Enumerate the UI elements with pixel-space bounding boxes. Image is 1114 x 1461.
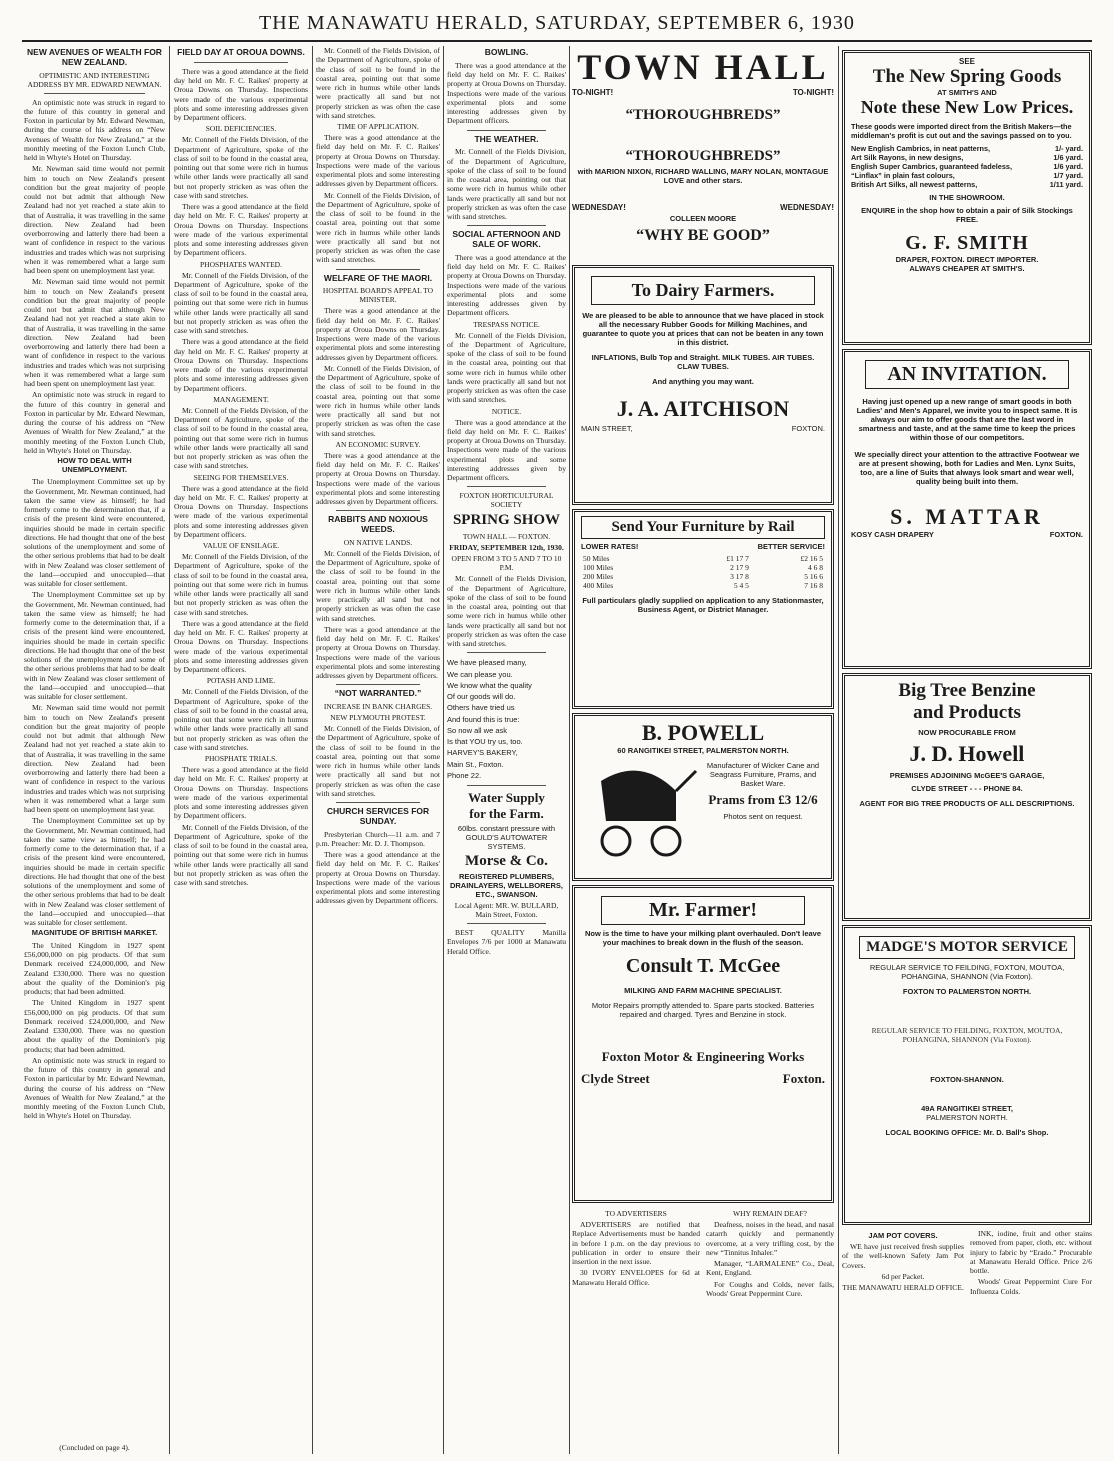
paragraph: There was a good attendance at the field day held on Mr. F. C. Raikes' property at Oroua Downs on Thursday. Inspections were made of the various experimental plots and some interesting addresses given by Department officers. xyxy=(316,850,440,906)
see-label: SEE xyxy=(958,57,975,66)
aitchison-street: MAIN STREET, xyxy=(581,424,633,433)
paragraph: Mr. Connell of the Fields Division, of the Department of Agriculture, spoke of the class of soil to be found in the coastal area, pointing out that some were rich in humus while other lands were practically all sand but not properly stricken as was often the case with sand stretches. xyxy=(174,135,308,200)
price-list-item xyxy=(851,144,1083,153)
thoroughbreds-title: “THOROUGHBREDS” xyxy=(625,107,781,123)
paragraph: The United Kingdom in 1927 spent £56,000,000 on pig products. Of that sum Denmark received £24,000,000, and New Zealand £330,000. There was no question about the quality of the Dominion's pig products; that had been admitted. xyxy=(24,940,165,997)
ads-column-middle xyxy=(572,46,834,1454)
paragraph: There was a good attendance at the field day held on Mr. F. C. Raikes' property at Oroua Downs on Thursday. Inspections were made of the various experimental plots and some interesting addresses given by Department officers. xyxy=(174,765,308,821)
column-divider xyxy=(443,46,444,1454)
item-price: 1/6 yard. xyxy=(1053,153,1083,162)
divider xyxy=(467,130,546,131)
paragraph: Mr. Connell of the Fields Division, of the Department of Agriculture, spoke of the class of soil to be found in the coastal area, pointing out that some were rich in humus while other lands were practically all sand but not properly stricken as was often the case with sand stretches. xyxy=(316,724,440,798)
jam-price: 6d per Packet. xyxy=(881,1271,925,1281)
powell-text: Manufacturer of Wicker Cane and Seagrass Furniture, Prams, and Basket Ware. xyxy=(706,761,820,788)
photos-note: Photos sent on request. xyxy=(723,812,803,821)
item-name: “Linflax” in plain fast colours, xyxy=(851,171,955,180)
subheadline: OPTIMISTIC AND INTERESTING ADDRESS BY MR. EDWARD NEWMAN. xyxy=(27,70,162,89)
paragraph: There was a good attendance at the field day held on Mr. F. C. Raikes' property at Oroua Downs on Thursday. Inspections were made of the various experimental plots and some interesting addresses given by Department officers. xyxy=(174,483,308,539)
booking-office: LOCAL BOOKING OFFICE: Mr. D. Ball's Shop. xyxy=(885,1127,1049,1137)
rail-ad xyxy=(572,509,834,709)
wednesday-label: WEDNESDAY! xyxy=(572,203,626,212)
paragraph: Mr. Connell of the Fields Division, of the Department of Agriculture, spoke of the class of soil to be found in the coastal area, pointing out that some were rich in humus while other lands were practically all sand but not properly stricken as was often the case with sand stretches. xyxy=(316,548,440,623)
draper-line: DRAPER, FOXTON. DIRECT IMPORTER. xyxy=(895,255,1039,264)
column-three xyxy=(316,46,440,1454)
to-advertisers-heading: TO ADVERTISERS xyxy=(605,1209,667,1218)
kosy-drapery: KOSY CASH DRAPERY xyxy=(851,530,934,539)
palmerston-north: PALMERSTON NORTH. xyxy=(926,1112,1008,1122)
farmer-text: Now is the time to have your milking plant overhauled. Don't leave your machines to break down in the flush of the season. xyxy=(585,929,821,947)
paragraph: Mr. Connell of the Fields Division, of the Department of Agriculture, spoke of the class of soil to be found in the coastal area, pointing out that some were rich in humus while other lands were practically all sand but not properly stricken as was often the case with sand stretches. xyxy=(174,687,308,752)
headline: THE WEATHER. xyxy=(474,133,539,144)
bakery-line: And found this is true: xyxy=(447,714,520,724)
paragraph: Mr. Connell of the Fields Division, of the Department of Agriculture, spoke of the class of soil to be found in the coastal area, pointing out that some were rich in humus while other lands were practically all sand but not properly stricken as was often the case with sand stretches. xyxy=(316,46,440,120)
water-supply-sub: 60lbs. constant pressure with GOULD'S AUTOWATER SYSTEMS. xyxy=(457,824,556,852)
big-tree-title: Big Tree Benzine xyxy=(898,680,1036,701)
rate-cell: £1 17 7 xyxy=(726,554,749,563)
item-price: 1/- yard. xyxy=(1055,144,1083,153)
rate-cell: £2 16 5 xyxy=(800,554,823,563)
masthead: THE MANAWATU HERALD, SATURDAY, SEPTEMBER 6, 1930 xyxy=(259,12,855,34)
item-price: 1/6 yard. xyxy=(1053,162,1083,171)
water-supply-title: Water Supply xyxy=(468,790,545,806)
madge-motor-ad xyxy=(842,925,1092,1225)
foxton-motor: Foxton Motor & Engineering Works xyxy=(601,1049,805,1064)
cheaper-line: ALWAYS CHEAPER AT SMITH'S. xyxy=(909,264,1025,273)
price-list-item xyxy=(851,153,1083,162)
masthead-rule xyxy=(22,40,1092,42)
best-quality-ad: BEST QUALITY Manilla Envelopes 7/6 per 1000 at Manawatu Herald Office. xyxy=(447,928,566,956)
item-name: Art Silk Rayons, in new designs, xyxy=(851,153,964,162)
headline: CHURCH SERVICES FOR SUNDAY. xyxy=(326,806,430,826)
morse-title: Morse & Co. xyxy=(465,853,548,870)
spring-show-title: SPRING SHOW xyxy=(452,512,561,529)
foxton-town: Foxton. xyxy=(782,1071,825,1086)
item-name: New English Cambrics, in neat patterns, xyxy=(851,144,991,153)
bakery-line: We have pleased many, xyxy=(447,658,527,668)
howell-name: J. D. Howell xyxy=(909,741,1025,766)
wednesday-label-right: WEDNESDAY! xyxy=(780,203,834,212)
jam-pot-text: WE have just received fresh supplies of the well-known Safety Jam Pot Covers. xyxy=(842,1242,964,1270)
local-agent: Local Agent: MR. W. BULLARD, Main Street, Foxton. xyxy=(454,901,559,920)
rate-cell: 4 6 8 xyxy=(808,563,823,572)
invitation-text: Having just opened up a new range of smart goods in both Ladies' and Men's Apparel, we invite you to inspect same. It is always our aim to offer goods that are the last word in smartness and taste, and at the same time to keep the prices within those of our competitors. xyxy=(856,397,1078,442)
rate-cell: 3 17 8 xyxy=(730,572,749,581)
section-heading: SEEING FOR THEMSELVES. xyxy=(193,472,289,482)
paragraph: Mr. Newman said time would not permit him to touch on New Zealand's present condition but the great majority of people could not but admit that although New Zealand had not yet reached a state akin to that of Australia, it was travelling in the same direction. New Zealand had been overborrowing and latterly there had been a want of confidence in respect to the various industries and trades which was not surprising when it was remembered what a large sum had been spent on unemployment last year. xyxy=(24,164,165,276)
headline: BOWLING. xyxy=(484,47,529,57)
bakery-line: Others have tried us xyxy=(447,703,515,713)
lower-rates: LOWER RATES! xyxy=(581,542,639,551)
item-name: British Art Silks, all newest patterns, xyxy=(851,180,978,189)
price-list-item xyxy=(851,171,1083,180)
paragraph: Mr. Connell of the Fields Division, of the Department of Agriculture, spoke of the class of soil to be found in the coastal area, pointing out that some were rich in humus while other lands were practically all sand but not properly stricken as was often the case with sand stretches. xyxy=(316,190,440,265)
bakery-line: Main St., Foxton. xyxy=(447,759,504,769)
bakery-line: We can please you. xyxy=(447,669,513,679)
smith-intro: These goods were imported direct from the British Makers—the middleman's profit is cut out and the savings passed on to you. xyxy=(851,122,1072,140)
mattar-name: S. MATTAR xyxy=(890,504,1044,529)
paragraph: Mr. Connell of the Fields Division, of the Department of Agriculture, spoke of the class of soil to be found in the coastal area, pointing out that some were rich in humus while other lands were practically all sand but not properly stricken as was often the case with sand stretches. xyxy=(174,822,308,888)
coughs-ad: For Coughs and Colds, never fails, Woods' Great Peppermint Cure. xyxy=(706,1279,834,1298)
section-heading: VALUE OF ENSILAGE. xyxy=(202,541,280,551)
tonight-label-right: TO-NIGHT! xyxy=(792,88,834,97)
column-divider xyxy=(838,46,839,1454)
foxton-palmerston: FOXTON TO PALMERSTON NORTH. xyxy=(902,987,1032,996)
mcgee-sub: MILKING AND FARM MACHINE SPECIALIST. xyxy=(624,986,782,995)
rate-cell: 400 Miles xyxy=(583,581,614,590)
paragraph: There was a good attendance at the field day held on Mr. F. C. Raikes' property at Oroua Downs on Thursday. Inspections were made of the various experimental plots and some interesting addresses given by Department officers. xyxy=(174,66,308,123)
to-advertisers-text: ADVERTISERS are notified that Replace Advertisements must be handed in before 1 p.m. on the day previous to publication in order to ensure their insertion in the next issue. xyxy=(572,1220,700,1266)
dairy-title: To Dairy Farmers. xyxy=(591,276,815,305)
paragraph: There was a good attendance at the field day held on Mr. F. C. Raikes' property at Oroua Downs on Thursday. Inspections were made of the various experimental plots and some interesting addresses given by Department officers. xyxy=(447,252,566,318)
bakery-line: Of our goods will do. xyxy=(447,692,516,702)
rate-cell: 2 17 9 xyxy=(730,563,749,572)
thoroughbreds-title-2: “THOROUGHBREDS” xyxy=(625,148,781,164)
paragraph: Mr. Connell of the Fields Division, of the Department of Agriculture, spoke of the class of soil to be found in the coastal area, pointing out that some were rich in humus while other lands were practically all sand but not properly stricken as was often the case with sand stretches. xyxy=(447,574,566,649)
paragraph: Mr. Connell of the Fields Division, of the Department of Agriculture, spoke of the class of soil to be found in the coastal area, pointing out that some were rich in humus while other lands were practically all sand but not properly stricken as was often the case with sand stretches. xyxy=(174,552,308,617)
venue: TOWN HALL — FOXTON. xyxy=(462,532,551,542)
enquire-text: ENQUIRE in the shop how to obtain a pair of Silk Stockings FREE. xyxy=(861,206,1073,224)
foxton-shannon: FOXTON-SHANNON. xyxy=(930,1074,1004,1084)
deaf-text: Deafness, noises in the head, and nasal catarrh quickly and permanently overcome, at a very trifling cost, by the new “Tinnitus Inhaler.” xyxy=(706,1220,834,1257)
paragraph: Mr. Newman said time would not permit him to touch on New Zealand's present condition but the great majority of people could not but admit that although New Zealand had not yet reached a state akin to that of Australia, it was travelling in the same direction. New Zealand had been overborrowing and latterly there had been a want of confidence in respect to the various industries and trades which was not surprising when it was remembered what a large sum had been spent on unemployment last year. xyxy=(24,703,165,815)
invitation-text-2: We specially direct your attention to the attractive Footwear we are at present showing, both for Ladies and Men. Lynx Suits, too, are a line of Suits that always look smart and wear well, quality being built into them. xyxy=(854,450,1080,486)
showroom-label: IN THE SHOWROOM. xyxy=(929,193,1005,202)
prams-price: Prams from £3 12/6 xyxy=(708,792,818,807)
invitation-title: AN INVITATION. xyxy=(865,360,1069,389)
big-tree-agent: AGENT FOR BIG TREE PRODUCTS OF ALL DESCRIPTIONS. xyxy=(859,799,1075,808)
bakery-line: Is that YOU try us, too. xyxy=(447,737,523,747)
headline: RABBITS AND NOXIOUS WEEDS. xyxy=(328,514,428,535)
and-products: and Products xyxy=(913,702,1021,723)
rates-table xyxy=(581,554,825,590)
deaf-heading: WHY REMAIN DEAF? xyxy=(733,1209,807,1218)
item-price: 1/7 yard. xyxy=(1053,171,1083,180)
paragraph: There was a good attendance at the field day held on Mr. F. C. Raikes' property at Oroua Downs on Thursday. Inspections were made of the various experimental plots and some interesting addresses given by Department officers. xyxy=(174,337,308,393)
section-heading: SOIL DEFICIENCIES. xyxy=(205,124,277,134)
paragraph: An optimistic note was struck in regard to the future of this country in general and Foxton in particular by Mr. Edward Newman, during the course of his address on “New Avenues of Wealth for New Zealand,” at the monthly meeting of the Foxton Lunch Club, held in Whyte's Hotel on Thursday. xyxy=(24,1055,165,1121)
mr-farmer-title: Mr. Farmer! xyxy=(601,896,805,925)
item-price: 1/11 yard. xyxy=(1049,180,1083,189)
divider xyxy=(336,269,420,270)
show-hours: OPEN FROM 3 TO 5 AND 7 TO 10 P.M. xyxy=(451,554,562,573)
clyde-street: Clyde Street xyxy=(581,1071,650,1086)
bakery-line: Phone 22. xyxy=(447,770,482,780)
colleen-moore: COLLEEN MOORE xyxy=(669,214,737,223)
divider xyxy=(44,93,145,94)
madge-title: MADGE'S MOTOR SERVICE xyxy=(859,936,1075,959)
rate-cell: 200 Miles xyxy=(583,572,614,581)
paragraph: Mr. Connell of the Fields Division, of the Department of Agriculture, spoke of the class of soil to be found in the coastal area, pointing out that some were rich in humus while other lands were practically all sand but not properly stricken as was often the case with sand stretches. xyxy=(174,405,308,471)
section-heading: TIME OF APPLICATION. xyxy=(337,122,419,131)
rate-row xyxy=(581,554,825,563)
clyde-phone: CLYDE STREET - - - PHONE 84. xyxy=(911,784,1023,793)
ink-stain-ad: INK, iodine, fruit and other stains removed from paper, cloth, etc. without injury to fabric by “Erado.” Procurable at Manawatu Herald Office. Price 2/6 bottle. xyxy=(970,1229,1092,1275)
divider xyxy=(467,785,546,786)
jam-office: THE MANAWATU HERALD OFFICE. xyxy=(842,1282,964,1292)
envelopes-ad: 30 IVORY ENVELOPES for 6d at Manawatu Herald Office. xyxy=(572,1268,700,1287)
divider xyxy=(336,684,420,685)
price-list-item xyxy=(851,180,1083,189)
rate-row xyxy=(581,563,825,572)
section-heading: PHOSPHATE TRIALS. xyxy=(204,754,278,764)
rate-cell: 50 Miles xyxy=(583,554,610,563)
paragraph: The Unemployment Committee set up by the Government, Mr. Newman continued, had taken the same view as himself; he had formerly come to the determination that, if a crisis of the present kind were encountered, inquiries should be made in certain specific directions. He had thought that one of the best solutions of the unemployment and some of the other serious problems that had to be dealt with in New Zealand was closer settlement of the land—occupied and unoccupied—that was suitable for closer settlement. xyxy=(24,816,165,928)
society-name: FOXTON HORTICULTURAL SOCIETY xyxy=(459,491,554,510)
divider xyxy=(336,802,420,803)
paragraph: There was a good attendance at the field day held on Mr. F. C. Raikes' property at Oroua Downs on Thursday. Inspections were made of the various experimental plots and some interesting addresses given by Department officers. xyxy=(316,624,440,681)
section-heading: POTASH AND LIME. xyxy=(206,676,276,686)
rate-cell: 5 4 5 xyxy=(733,581,749,590)
subheadline: INCREASE IN BANK CHARGES. xyxy=(323,702,433,712)
mattar-town: FOXTON. xyxy=(1049,530,1083,539)
section-heading: AN ECONOMIC SURVEY. xyxy=(335,439,421,449)
headline: WELFARE OF THE MAORI. xyxy=(323,272,433,283)
invitation-ad xyxy=(842,349,1092,669)
show-date: FRIDAY, SEPTEMBER 12th, 1930. xyxy=(449,543,564,553)
price-list-item xyxy=(851,162,1083,171)
dairy-text: We are pleased to be able to announce that we have placed in stock all the necessary Rubber Goods for Milking Machines, and guarantee to quote you at prices that can not be beaten in any town in this district. xyxy=(582,311,824,347)
paragraph: Mr. Newman said time would not permit him to touch on New Zealand's present condition but the great majority of people could not but admit that although New Zealand had not yet reached a state akin to that of Australia, it was travelling in the same direction. New Zealand had been overborrowing and latterly there had been a want of confidence in respect to the various industries and trades which was not surprising when it was remembered what a large sum had been spent on unemployment last year. xyxy=(24,277,165,389)
section-heading: MANAGEMENT. xyxy=(213,394,269,404)
now-procurable: NOW PROCURABLE FROM xyxy=(918,728,1016,737)
why-be-good-title: “WHY BE GOOD” xyxy=(636,227,770,244)
subheadline: NEW PLYMOUTH PROTEST. xyxy=(330,713,426,723)
powell-name: B. POWELL xyxy=(641,720,765,745)
divider xyxy=(467,225,546,226)
dairy-farmers-ad xyxy=(572,265,834,505)
bakery-line: So now all we ask xyxy=(447,725,508,735)
at-smiths: AT SMITH'S AND xyxy=(937,88,997,97)
paragraph: There was a good attendance at the field day held on Mr. F. C. Raikes' property at Oroua Downs on Thursday. Inspections were made of the various experimental plots and some interesting addresses given by Department officers. xyxy=(447,417,566,483)
morse-sub: REGISTERED PLUMBERS, DRAINLAYERS, WELLBORERS, ETC., SWANSON. xyxy=(449,872,564,900)
paragraph: An optimistic note was struck in regard to the future of this country in general and Foxton in particular by Mr. Edward Newman, during the course of his address on “New Avenues of Wealth for New Zealand,” at the monthly meeting of the Foxton Lunch Club, held in Whyte's Hotel on Thursday. xyxy=(24,390,165,455)
paragraph: There was a good attendance at the field day held on Mr. F. C. Raikes' property at Oroua Downs on Thursday. Inspections were made of the various experimental plots and some interesting addresses given by Department officers. xyxy=(316,133,440,189)
divider xyxy=(467,486,546,487)
paragraph: There was a good attendance at the field day held on Mr. F. C. Raikes' property at Oroua Downs on Thursday. Inspections were made of the various experimental plots and some interesting addresses given by Department officers. xyxy=(174,202,308,258)
column-divider xyxy=(569,46,570,1454)
rail-footer: Full particulars gladly supplied on application to any Stationmaster, Business Agent, or District Manager. xyxy=(582,596,824,614)
paragraph: The Unemployment Committee set up by the Government, Mr. Newman continued, had taken the same view as himself; he had formerly come to the determination that, if a crisis of the present kind were encountered, inquiries should be made in certain specific directions. He had thought that one of the best solutions of the unemployment and some of the other serious problems that had to be dealt with in New Zealand was closer settlement of the land—occupied and unoccupied—that was suitable for closer settlement. xyxy=(24,590,165,702)
section-heading: MAGNITUDE OF BRITISH MARKET. xyxy=(31,928,158,938)
mcgee-title: Consult T. McGee xyxy=(625,955,781,977)
pram-illustration xyxy=(581,761,701,861)
paragraph: An optimistic note was struck in regard to the future of this country in general and Foxton in particular by Mr. Edward Newman, during the course of his address on “New Avenues of Wealth for New Zealand,” at the monthly meeting of the Foxton Lunch Club, held in Whyte's Hotel on Thursday. xyxy=(24,97,165,163)
subheadline: HOSPITAL BOARD'S APPEAL TO MINISTER. xyxy=(322,286,434,305)
subheadline: ON NATIVE LANDS. xyxy=(343,537,413,547)
madge-schedule: REGULAR SERVICE TO FEILDING, FOXTON, MOUTOA, POHANGINA, SHANNON (Via Foxton). xyxy=(871,1026,1063,1045)
cast-list: with MARION NIXON, RICHARD WALLING, MARY NOLAN, MONTAGUE LOVE and other stars. xyxy=(577,167,829,185)
section-heading: TRESPASS NOTICE. xyxy=(473,319,540,329)
article-field-day xyxy=(174,46,308,1454)
divider xyxy=(194,62,288,63)
headline: “NOT WARRANTED.” xyxy=(334,688,422,699)
section-heading: PHOSPHATES WANTED. xyxy=(200,259,282,269)
gf-smith-name: G. F. SMITH xyxy=(905,232,1029,254)
smiths-ad xyxy=(842,50,1092,345)
article-new-avenues xyxy=(24,46,165,1454)
aitchison-name: J. A. AITCHISON xyxy=(616,396,790,421)
paragraph: There was a good attendance at the field day held on Mr. F. C. Raikes' property at Oroua Downs on Thursday. Inspections were made of the various experimental plots and some interesting addresses given by Department officers. xyxy=(316,306,440,362)
low-prices-title: Note these New Low Prices. xyxy=(860,97,1074,117)
paragraph: The Unemployment Committee set up by the Government, Mr. Newman continued, had taken the same view as himself; he had formerly come to the determination that, if a crisis of the present kind were encountered, inquiries should be made in certain specific directions. He had thought that one of the best solutions of the unemployment and some of the other serious problems that had to be dealt with in New Zealand was closer settlement of the land—occupied and unoccupied—that was suitable for closer settlement. xyxy=(24,477,165,589)
powell-ad xyxy=(572,713,834,881)
jam-pot-title: JAM POT COVERS. xyxy=(868,1231,938,1240)
rate-row xyxy=(581,572,825,581)
headline: NEW AVENUES OF WEALTH FOR NEW ZEALAND. xyxy=(27,47,162,67)
divider xyxy=(467,652,546,653)
powell-address: 60 RANGITIKEI STREET, PALMERSTON NORTH. xyxy=(617,746,789,755)
section-heading: HOW TO DEAL WITH UNEMPLOYMENT. xyxy=(57,456,132,474)
rate-cell: 5 16 6 xyxy=(804,572,823,581)
paragraph: Mr. Connell of the Fields Division, of the Department of Agriculture, spoke of the class of soil to be found in the coastal area, pointing out that some were rich in humus while other lands were practically all sand but not properly stricken as was often the case with sand stretches. xyxy=(447,330,566,405)
paragraph: Mr. Connell of the Fields Division, of the Department of Agriculture, spoke of the class of soil to be found in the coastal area, pointing out that some were rich in humus while other lands were practically all sand but not properly stricken as was often the case with sand stretches. xyxy=(174,270,308,336)
town-hall-title: TOWN HALL xyxy=(577,47,829,87)
bakery-line: We know what the quality xyxy=(447,680,532,690)
paragraph: Mr. Connell of the Fields Division, of the Department of Agriculture, spoke of the class of soil to be found in the coastal area, pointing out that some were rich in humus while other lands were practically all sand but not properly stricken as was often the case with sand stretches. xyxy=(316,363,440,438)
smith-price-list xyxy=(851,144,1083,189)
madge-text: REGULAR SERVICE TO FEILDING, FOXTON, MOUTOA, POHANGINA, SHANNON (Via Foxton). xyxy=(869,963,1065,981)
column-divider xyxy=(312,46,313,1454)
headline: FIELD DAY AT OROUA DOWNS. xyxy=(177,47,305,57)
column-divider xyxy=(169,46,170,1454)
item-name: English Super Cambrics, guaranteed fadeless, xyxy=(851,162,1012,171)
rangitikei-street: 49A RANGITIKEI STREET, xyxy=(921,1103,1013,1113)
better-service: BETTER SERVICE! xyxy=(757,542,825,551)
premises: PREMISES ADJOINING McGEE'S GARAGE, xyxy=(889,771,1045,780)
rail-title: Send Your Furniture by Rail xyxy=(581,516,825,539)
paragraph: There was a good attendance at the field day held on Mr. F. C. Raikes' property at Oroua Downs on Thursday. Inspections were made of the various experimental plots and some interesting addresses given by Department officers. xyxy=(447,60,566,126)
paragraph: Mr. Connell of the Fields Division, of the Department of Agriculture, spoke of the class of soil to be found in the coastal area, pointing out that some were rich in humus while other lands were practically all sand but not properly stricken as was often the case with sand stretches. xyxy=(447,147,566,222)
mr-farmer-ad xyxy=(572,885,834,1203)
divider xyxy=(467,923,546,924)
paragraph: The United Kingdom in 1927 spent £56,000,000 on pig products. Of that sum Denmark received £24,000,000, and New Zealand £330,000. There was no question about the quality of the Dominion's pig products; that had been admitted. xyxy=(24,998,165,1054)
paragraph: There was a good attendance at the field day held on Mr. F. C. Raikes' property at Oroua Downs on Thursday. Inspections were made of the various experimental plots and some interesting addresses given by Department officers. xyxy=(174,618,308,675)
paragraph: There was a good attendance at the field day held on Mr. F. C. Raikes' property at Oroua Downs on Thursday. Inspections were made of the various experimental plots and some interesting addresses given by Department officers. xyxy=(316,450,440,507)
headline: SOCIAL AFTERNOON AND SALE OF WORK. xyxy=(452,229,561,250)
rate-cell: 7 16 8 xyxy=(804,581,823,590)
column-four xyxy=(447,46,566,1454)
section-heading: NOTICE. xyxy=(491,406,522,416)
paragraph: Presbyterian Church—11 a.m. and 7 p.m. Preacher: Mr. D. J. Thompson. xyxy=(316,829,440,848)
water-supply-title-2: for the Farm. xyxy=(469,806,544,822)
larmalene: Manager, “LARMALENE” Co., Deal, Kent, England. xyxy=(706,1259,834,1278)
harvey-bakery-ad xyxy=(447,657,566,781)
continued-note: (Concluded on page 4). xyxy=(59,1443,130,1452)
rate-cell: 100 Miles xyxy=(583,563,614,572)
mcgee-text: Motor Repairs promptly attended to. Spare parts stocked. Batteries repaired and charged. Tyres and Benzine in stock. xyxy=(591,1001,815,1019)
aitchison-town: FOXTON. xyxy=(791,424,825,433)
bakery-line: HARVEY'S BAKERY, xyxy=(447,748,518,758)
dairy-items: INFLATIONS, Bulb Top and Straight. MILK TUBES. AIR TUBES. CLAW TUBES. xyxy=(591,353,815,371)
divider xyxy=(336,510,420,511)
ads-column-right xyxy=(842,46,1092,1454)
dairy-anything: And anything you may want. xyxy=(652,377,754,386)
spring-goods-title: The New Spring Goods xyxy=(872,66,1062,87)
rate-row xyxy=(581,581,825,590)
woods-ad: Woods' Great Peppermint Cure For Influenza Colds. xyxy=(970,1277,1092,1296)
tonight-label: TO-NIGHT! xyxy=(572,88,614,97)
big-tree-ad xyxy=(842,673,1092,921)
